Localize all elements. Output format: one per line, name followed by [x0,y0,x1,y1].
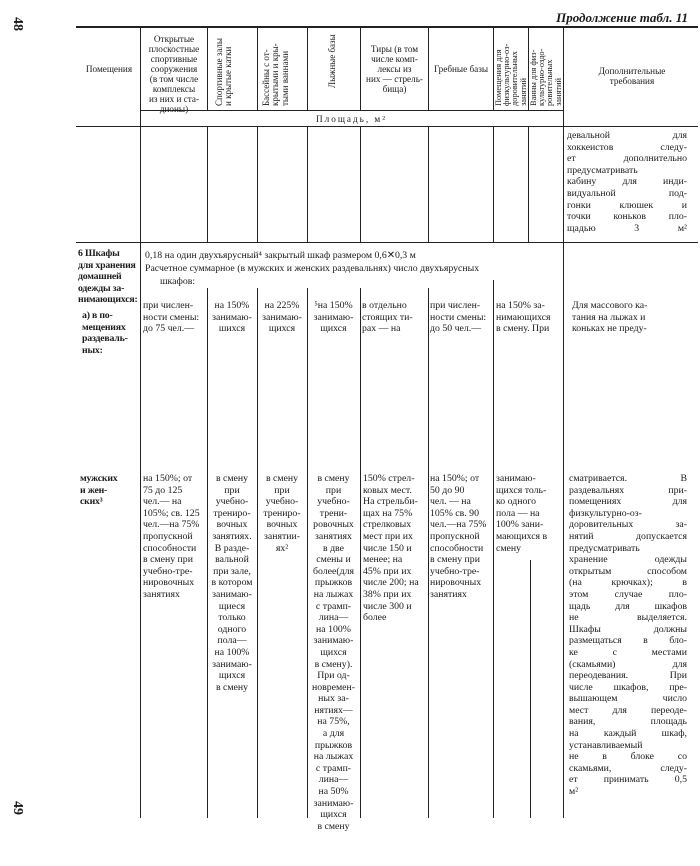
table-continuation-caption: Продолжение табл. 11 [556,10,688,25]
row6-cont-extra: сматривается. В раздевальнях при- помещениях для физкультурно-оз- доровительных за- нятий допускается предусматривать хранение одежды открытым способом (на крючках); в этом случае пло- щадь для шкафов не выделяется. Шкафы должны размещаться в бло- ке с местами (скамьями) для переодевания. При числе шкафов, пре- вышающем число мест для переоде- вания, площадь на каждый шкаф, устанавливаемый не в блоке со скамьями, следу- ет принимать 0,5 м² [569,473,687,798]
col-divider [563,28,564,818]
row6-cont-pools: в смену при учебно- трениро- вочных занятии- ях² [263,473,301,554]
header-pools: Бассейны с от- крытыми и кры- тыми ваннами [261,43,290,106]
row6-cont-halls: в смену при учебно- трениро- вочных занятиях. В разде- вальной при зале, в котором занимаю- щиеся только одного пола— на 100% занимаю- щихся в смену [211,473,253,693]
row6-cont-fitness: занимаю- щихся толь- ко одного пола — на 100% зани- мающихся в смену [496,473,548,554]
row6-cont-rooms: мужских и жен- ских³ [80,473,118,508]
header-extra: Дополнительные требования [598,66,666,86]
col-divider [257,28,258,110]
header-rowing: Гребные базы [433,64,489,74]
header-shooting: Тиры (в том числе комп- лексы из них — стрель- бища) [366,44,423,94]
row-rule [76,242,698,243]
row6-a-pools: на 225% занимаю- щихся [262,300,302,335]
header-fitness-pools: Ванны для физ- культурно-оздо- ровительных занятий [529,48,563,106]
row6-span-line1: 0,18 на один двухъярусный⁴ закрытый шкаф размером 0,6✕0,3 м [145,250,416,261]
row6-a-open: при числен- ности смены: до 75 чел.— [143,300,200,335]
row6-a-halls: на 150% занимаю- шихся [212,300,252,335]
col-divider [140,28,141,818]
col-divider [207,126,208,242]
col-divider [307,28,308,110]
col-divider [257,126,258,242]
header-rooms: Помещения [85,64,133,74]
page-number-bottom: 49 [10,801,25,815]
row6-cont-ski: в смену при учебно- трени- ровочных занятиях в две смены и более(для прыжков на лыжах с трамп- лина— на 100% занимаю- щихся в смену). При од- новремен- ных за- нятиях— на 75%, а для прыжков на лыжах с трамп- лина— на 50% занимаю- щихся в смену [311,473,356,832]
col-divider [360,288,361,818]
header-fitness-rooms: Помещения для физкультурно-оз- доровительных занятий [494,43,528,106]
row6-span-line2: Расчетное суммарное (в мужских и женских раздевальнях) число двухъярусных [145,263,480,274]
header-open-facilities: Открытые плоскостные спортивные сооружения (в том числе комплексы из них и ста- дионы) [148,34,200,114]
row6-cont-shooting: 150% стрел- ковых мест. На стрельби- щах на 75% стрелковых мест при их числе 150 и менее; на 45% при их числе 200; на 38% при их числе 300 и более [363,473,419,624]
row6-a-rowing: при числен- ности смены: до 50 чел.— [430,300,487,335]
header-sport-halls: Спортивные залы и крытые катки [214,38,234,106]
col-divider [493,280,494,818]
page-number-top: 48 [10,17,25,31]
col-divider [528,126,529,242]
col-divider [428,288,429,818]
header-ski-bases: Лыжные базы [327,34,337,88]
row6-cont-rowing: на 150%; от 50 до 90 чел. — на 105% св. 90 чел.—на 75% пропускной способности в смену при учебно-тре- нировочных занятиях [430,473,487,600]
row6-a-ski: ⁵на 150% занимаю- щихся [313,300,354,335]
row6-a-extra: Для массового ка- тания на лыжах и коньках не преду- [572,300,648,335]
row6-title: 6 Шкафы для хранения домашней одежды за- нимающихся: [78,248,138,306]
extra-requirements-prev: девальной для хоккеистов следу- ет дополнительно предусматривать кабину для инди- видуальной под- гонки клюшек и точки коньков пло- щадью 3 м² [567,130,687,234]
header-bottom-rule [76,126,698,127]
row6-span-line3: шкафов: [160,276,196,287]
table-top-rule [76,26,698,28]
col-divider [360,126,361,242]
col-divider [530,560,531,818]
row6-cont-open: на 150%; от 75 до 125 чел.— на 105%; св. 125 чел.—на 75% пропускной способности в смену при учебно-тре- нировочных занятиях [143,473,200,600]
col-divider [428,126,429,242]
col-divider [307,126,308,242]
col-divider [493,126,494,242]
row6-a-fitness: на 150% за- нимающихся в смену. При [496,300,551,335]
header-area-unit: Площадь, м² [316,114,387,124]
row6-sub-a: а) в по- мещениях раздеваль- ных: [82,310,128,356]
col-divider [207,28,208,110]
row6-a-shooting: в отдельно стоящих ти- рах — на [362,300,413,335]
